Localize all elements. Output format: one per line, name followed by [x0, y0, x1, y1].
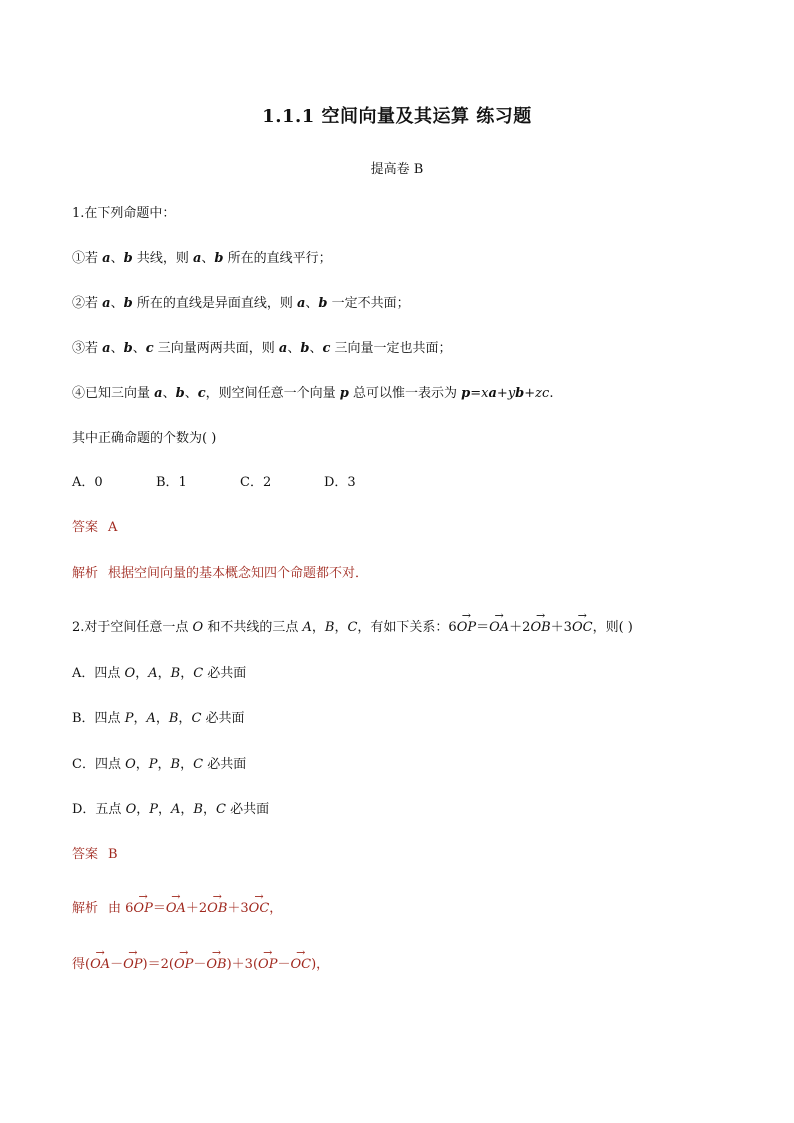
vector-oa: → OA — [489, 616, 509, 637]
q2-option-c: C．四点 O，P，B，C 必共面 — [72, 757, 247, 772]
q1-analysis: 解析 根据空间向量的基本概念知四个命题都不对． — [72, 566, 369, 581]
vector-ob: → OB — [206, 953, 226, 974]
q1-answer: 答案 A — [72, 520, 118, 535]
q1-proposition-3: ③若 a、b、c 三向量两两共面，则 a、b、c 三向量一定也共面； — [72, 341, 452, 356]
vector-ob: → OB — [207, 897, 227, 918]
vector-oc: → OC — [249, 897, 270, 918]
q1-option-d: D．3 — [324, 475, 356, 490]
vector-op: → OP — [123, 953, 142, 974]
q1-proposition-4: ④已知三向量 a、b、c，则空间任意一个向量 p 总可以惟一表示为 p=xa+yb+zc. — [72, 386, 554, 401]
q1-option-b: B．1 — [156, 475, 187, 490]
vector-op: → OP — [457, 616, 476, 637]
vector-oa: → OA — [166, 897, 186, 918]
q2-analysis-line-1: 解析 由 6→ OP＝→ OA＋2→ OB＋3→ OC， — [72, 897, 282, 918]
q2-option-b: B．四点 P，A，B，C 必共面 — [72, 711, 245, 726]
q1-question: 其中正确命题的个数为( ) — [72, 431, 217, 446]
q1-option-a: A．0 — [72, 475, 103, 490]
q1-options — [72, 474, 408, 492]
page-title: 1.1.1 空间向量及其运算 练习题 — [262, 106, 532, 127]
q1-stem: 1.在下列命题中： — [72, 206, 176, 221]
page-subtitle: 提高卷 B — [370, 162, 424, 177]
q2-answer: 答案 B — [72, 847, 118, 862]
vector-op: → OP — [133, 897, 152, 918]
vector-oa: → OA — [90, 953, 110, 974]
q2-stem: 2.对于空间任意一点 O 和不共线的三点 A，B，C，有如下关系：6→ OP＝→ OA＋2→ OB＋3→ OC，则( ) — [72, 616, 633, 637]
q2-analysis-line-2: 得(→ OA－→ OP)＝2(→ OP－→ OB)＋3(→ OP－→ OC)， — [72, 953, 329, 974]
vector-op: → OP — [258, 953, 277, 974]
vector-op: → OP — [174, 953, 193, 974]
vector-oc: → OC — [290, 953, 311, 974]
q1-proposition-2: ②若 a、b 所在的直线是异面直线，则 a、b 一定不共面； — [72, 296, 410, 311]
q2-option-d: D．五点 O，P，A，B，C 必共面 — [72, 802, 270, 817]
q1-option-c: C．2 — [240, 475, 272, 490]
q1-proposition-1: ①若 a、b 共线，则 a、b 所在的直线平行； — [72, 251, 332, 266]
vector-ob: → OB — [530, 616, 550, 637]
q2-option-a: A．四点 O，A，B，C 必共面 — [72, 666, 247, 681]
vector-oc: → OC — [572, 616, 593, 637]
